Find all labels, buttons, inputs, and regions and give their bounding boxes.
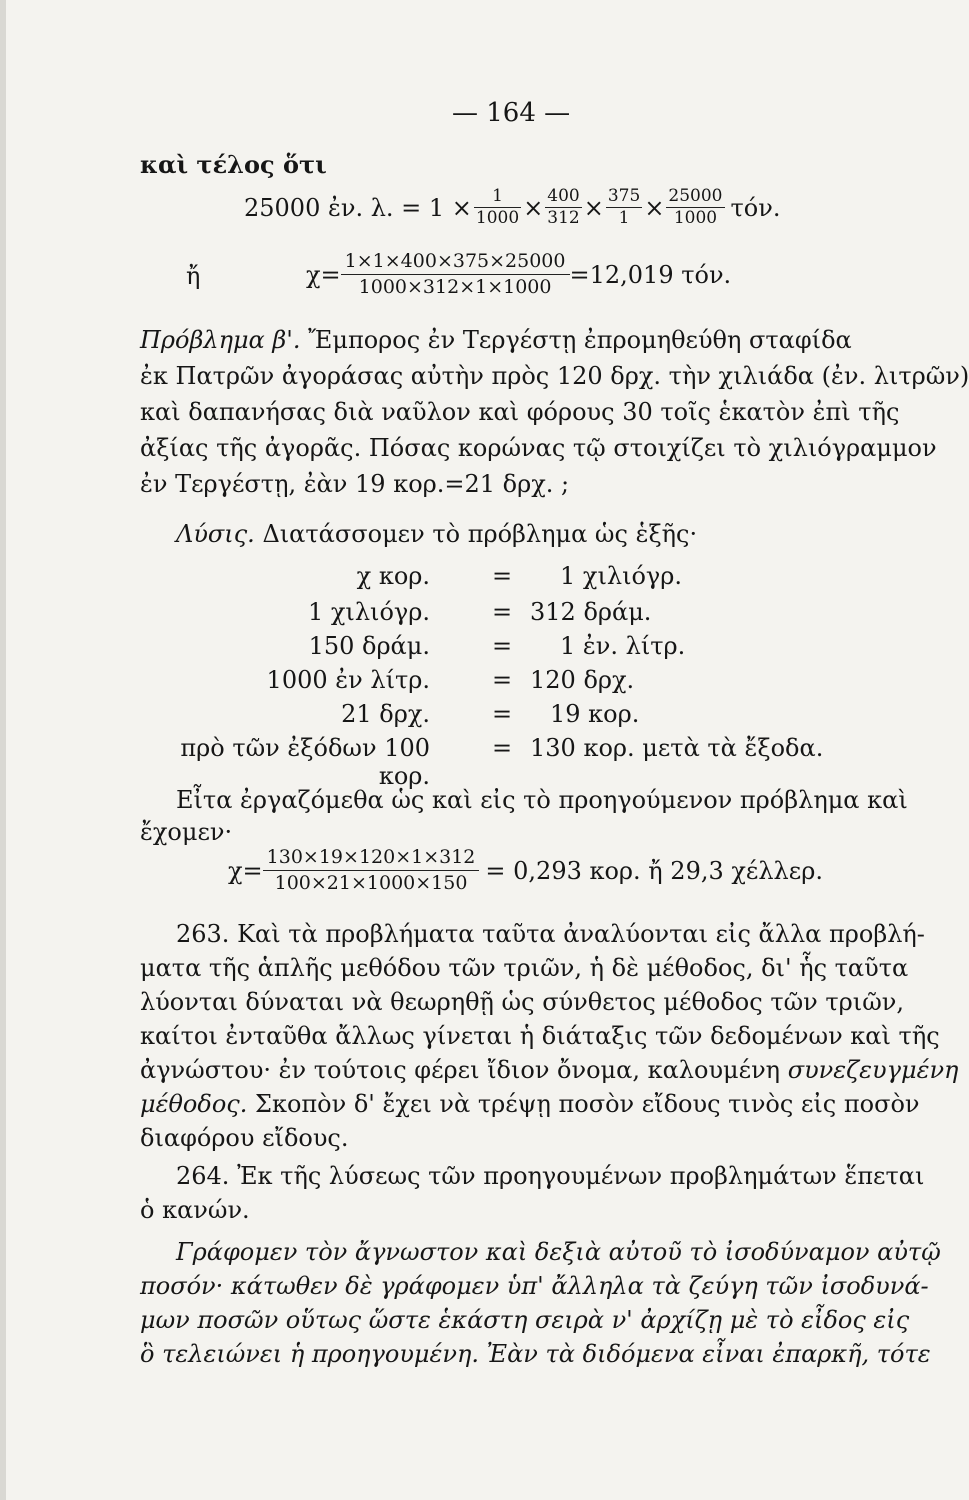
para263-line-7: διαφόρου εἴδους. [140,1124,349,1152]
equation-2 [306,252,731,297]
after-table-line-1: Εἶτα ἐργαζόμεθα ὡς καὶ εἰς τὸ προηγούμενον πρόβλημα καὶ [176,786,908,814]
eq3-lhs: χ= [228,856,263,885]
para264-line-1: 264. Ἐκ τῆς λύσεως τῶν προηγουμένων προβλημάτων ἕπεται [176,1162,925,1190]
para264-line-2: ὁ κανών. [140,1196,250,1224]
rule-line-4: ὃ τελειώνει ἡ προηγουμένη. Ἐὰν τὰ διδόμενα εἶναι ἐπαρκῆ, τότε [140,1340,931,1368]
para263-line-1: 263. Καὶ τὰ προβλήματα ταῦτα ἀναλύονται εἰς ἄλλα προβλή- [176,920,925,948]
equation-3 [228,848,823,893]
rule-line-2: ποσόν· κάτωθεν δὲ γράφομεν ὑπ' ἄλληλα τὰ ζεύγη τῶν ἰσοδυνά- [140,1272,929,1300]
page-number: — 164 — [452,98,571,128]
para263-line-5: ἀγνώστου· ἐν τούτοις φέρει ἴδιον ὄνομα, καλουμένη συνεζευγμένη [140,1056,959,1084]
rule-line-1: Γράφομεν τὸν ἄγνωστον καὶ δεξιὰ αὐτοῦ τὸ ἰσοδύναμον αὐτῷ [176,1238,941,1266]
eq1-times-3: × [644,193,665,222]
eq3-result: = 0,293 κορ. ἤ 29,3 χέλλερ. [485,856,823,885]
problem-label: Πρόβλημα β'. [140,326,301,354]
equation-1 [244,188,780,227]
para263-line-2: ματα τῆς ἁπλῆς μεθόδου τῶν τριῶν, ἡ δὲ μέθοδος, δι' ἧς ταῦτα [140,954,909,982]
intro-text: καὶ τέλος ὅτι [140,150,327,179]
rule-line-3: μων ποσῶν οὕτως ὥστε ἑκάστη σειρὰ ν' ἀρχίζῃ μὲ τὸ εἶδος εἰς [140,1306,910,1334]
eq1-fraction-4: $\frac{25000}{1000}$ [668,186,723,228]
eq2-fraction: $\frac{1\times 1\times 400\times 375\times 25000}{1000\times 312\times 1\times 1000}$ [341,252,570,297]
solution-label: Λύσις. [176,520,255,548]
eq1-fraction-1: $\frac{1}{1000}$ [475,186,520,228]
page-edge-shadow [0,0,6,1500]
eq1-fraction-3: $\frac{375}{1}$ [607,186,641,228]
solution-line: Λύσις. Διατάσσομεν τὸ πρόβλημα ὡς ἑξῆς· [176,520,698,548]
eq2-result: =12,019 τόν. [569,260,732,289]
problem-line-1: Πρόβλημα β'. Ἔμπορος ἐν Τεργέστῃ ἐπρομηθεύθη σταφίδα [140,326,852,354]
eq1-left: 25000 ἐν. λ. = 1 × [244,193,472,222]
eq1-unit: τόν. [730,193,781,222]
eq2-lhs: χ= [306,260,341,289]
eq1-times-1: × [523,193,544,222]
after-table-line-2: ἔχομεν· [140,818,233,846]
eq3-fraction: $\frac{130\times 19\times 120\times 1\times 312}{100\times 21\times 1000\times 150}$ [263,848,480,893]
para263-line-3: λύονται δύναται νὰ θεωρηθῇ ὡς σύνθετος μέθοδος τῶν τριῶν, [140,988,904,1016]
eq1-fraction-2: $\frac{400}{312}$ [547,186,580,228]
problem-line-2: ἐκ Πατρῶν ἀγοράσας αὐτὴν πρὸς 120 δρχ. τὴν χιλιάδα (ἐν. λιτρῶν) [140,362,969,390]
term-synezeugmeni: συνεζευγμένη [787,1056,959,1084]
problem-line-3: καὶ δαπανήσας διὰ ναῦλον καὶ φόρους 30 τοῖς ἑκατὸν ἐπὶ τῆς [140,398,900,426]
para263-line-4: καίτοι ἐνταῦθα ἄλλως γίνεται ἡ διάταξις τῶν δεδομένων καὶ τῆς [140,1022,940,1050]
eq2-eta: ἤ [186,262,201,290]
problem-line-4: ἀξίας τῆς ἀγορᾶς. Πόσας κορώνας τῷ στοιχίζει τὸ χιλιόγραμμον [140,434,937,462]
problem-line-5: ἐν Τεργέστῃ, ἐὰν 19 κορ.=21 δρχ. ; [140,470,570,498]
para263-line-6: μέθοδος. Σκοπὸν δ' ἔχει νὰ τρέψῃ ποσὸν εἴδους τινὸς εἰς ποσὸν [140,1090,920,1118]
eq1-times-2: × [583,193,604,222]
